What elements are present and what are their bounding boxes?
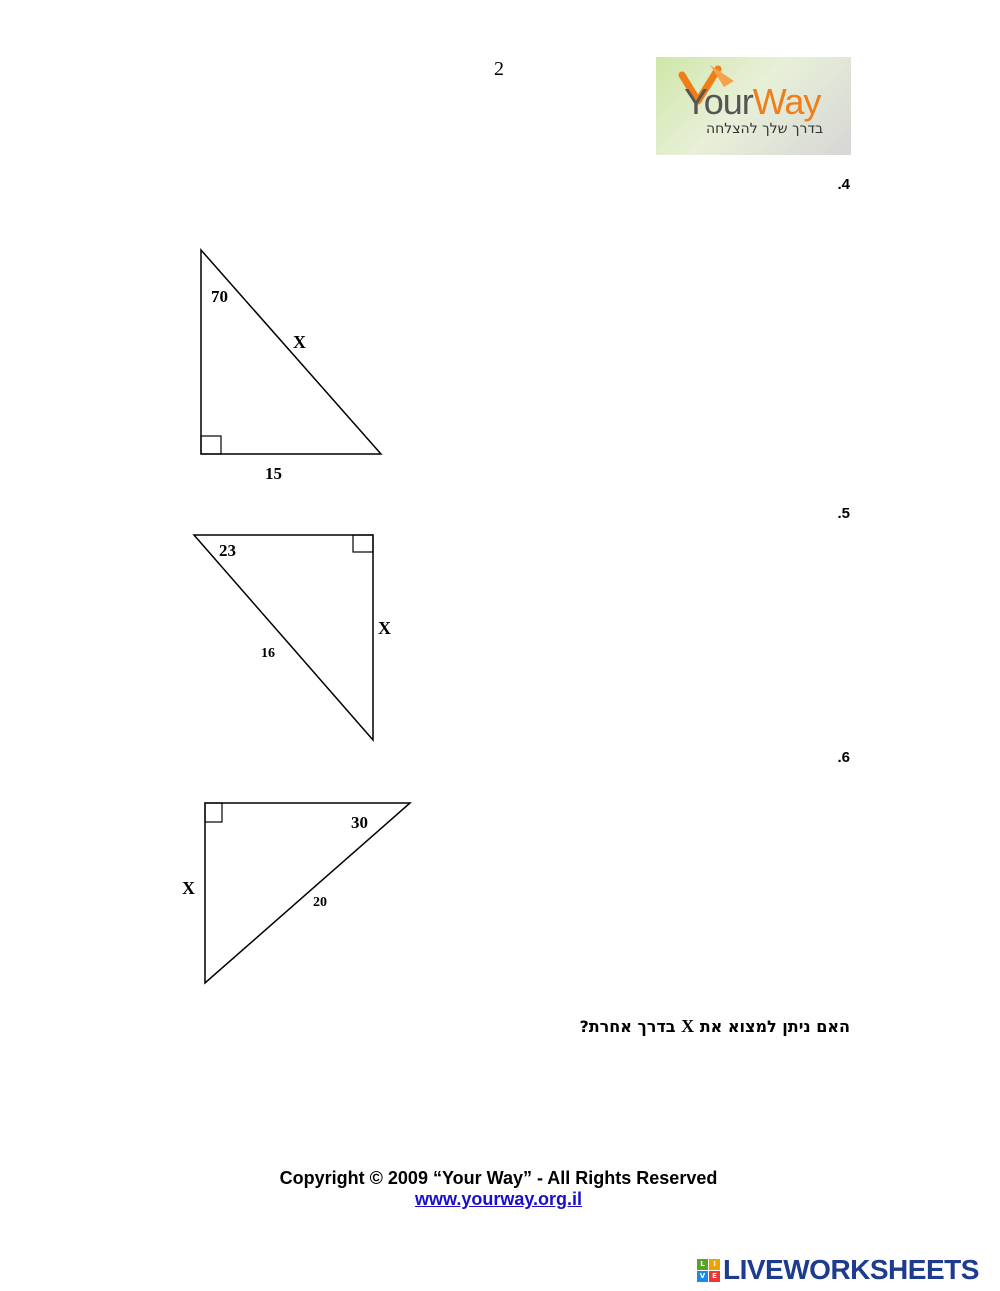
right-angle-marker-q5 bbox=[353, 535, 373, 552]
logo-tagline: בדרך שלך להצלחה bbox=[706, 121, 824, 137]
liveworksheets-blocks-icon: L I V E bbox=[697, 1259, 720, 1282]
question-number-5: .5 bbox=[837, 505, 850, 522]
angle-label-q5: 23 bbox=[219, 541, 236, 560]
base-label-q4: 15 bbox=[265, 464, 282, 483]
hypotenuse-label-q5: 16 bbox=[261, 646, 275, 661]
triangle-q6 bbox=[182, 803, 410, 983]
logo-wordmark: YourWay bbox=[684, 81, 821, 122]
final-question: האם ניתן למצוא את X בדרך אחרת? bbox=[579, 1016, 850, 1036]
vertical-label-q5: X bbox=[378, 618, 391, 638]
question-number-6: .6 bbox=[837, 749, 850, 766]
liveworksheets-text: LIVEWORKSHEETS bbox=[723, 1254, 979, 1285]
angle-label-q4: 70 bbox=[211, 287, 228, 306]
right-angle-marker-q4 bbox=[201, 436, 221, 454]
question-number-4: .4 bbox=[837, 176, 850, 193]
right-angle-marker-q6 bbox=[205, 803, 222, 822]
angle-label-q6: 30 bbox=[351, 813, 368, 832]
triangle-q5 bbox=[194, 535, 391, 740]
website-link[interactable]: www.yourway.org.il bbox=[414, 1189, 583, 1209]
hypotenuse-label-q4: X bbox=[293, 332, 306, 352]
page-number: 2 bbox=[494, 58, 504, 80]
triangle-q4 bbox=[201, 250, 381, 483]
variable-x: X bbox=[681, 1016, 695, 1036]
triangle-q4-shape bbox=[201, 250, 381, 454]
vertical-label-q6: X bbox=[182, 878, 195, 898]
copyright-notice: Copyright © 2009 “Your Way” - All Rights Reserved bbox=[279, 1168, 718, 1188]
hypotenuse-label-q6: 20 bbox=[313, 895, 327, 910]
triangle-q5-shape bbox=[194, 535, 373, 740]
triangle-q6-shape bbox=[205, 803, 410, 983]
liveworksheets-watermark bbox=[697, 1254, 979, 1286]
